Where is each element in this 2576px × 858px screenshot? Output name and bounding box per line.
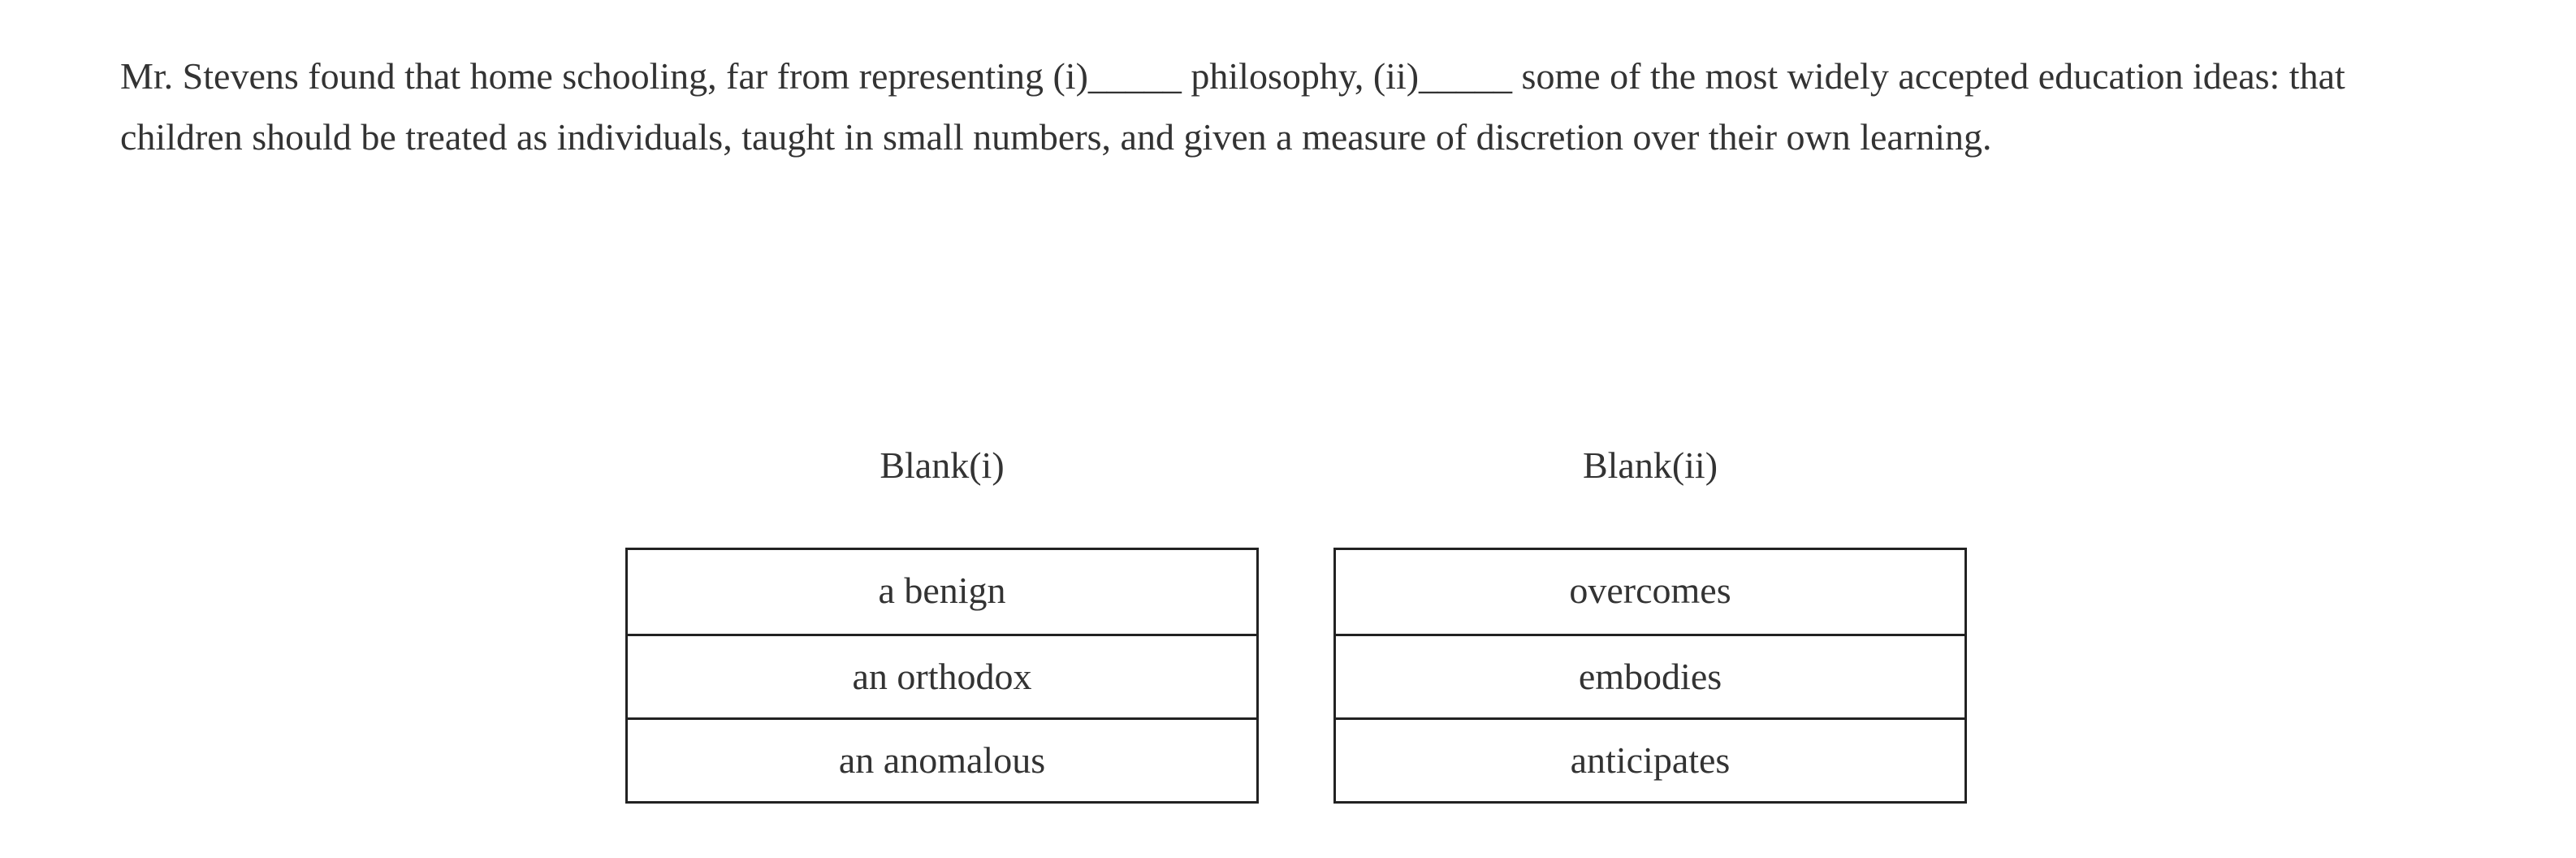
blank-i-option-benign[interactable]: a benign [628, 550, 1256, 634]
blank-ii-option-embodies[interactable]: embodies [1336, 634, 1964, 717]
question-text: Mr. Stevens found that home schooling, far from representing (i)_____ philosophy, (ii)_____ some of the most widely accepted education ideas: that children should be treated as individuals, taught in small numbers, and given a measure of discretion over their own learning. [120, 55, 2345, 158]
blank-i-choices [625, 548, 1259, 804]
blank-ii-option-anticipates[interactable]: anticipates [1336, 717, 1964, 801]
blank-i-option-anomalous[interactable]: an anomalous [628, 717, 1256, 801]
blank-ii-option-overcomes[interactable]: overcomes [1336, 550, 1964, 634]
blank-i-header: Blank(i) [880, 444, 1005, 486]
blank-ii-column [1333, 431, 1967, 804]
blank-i-option-orthodox[interactable]: an orthodox [628, 634, 1256, 717]
blank-i-column [625, 431, 1259, 804]
blank-ii-header: Blank(ii) [1582, 444, 1718, 486]
blank-ii-choices [1333, 548, 1967, 804]
